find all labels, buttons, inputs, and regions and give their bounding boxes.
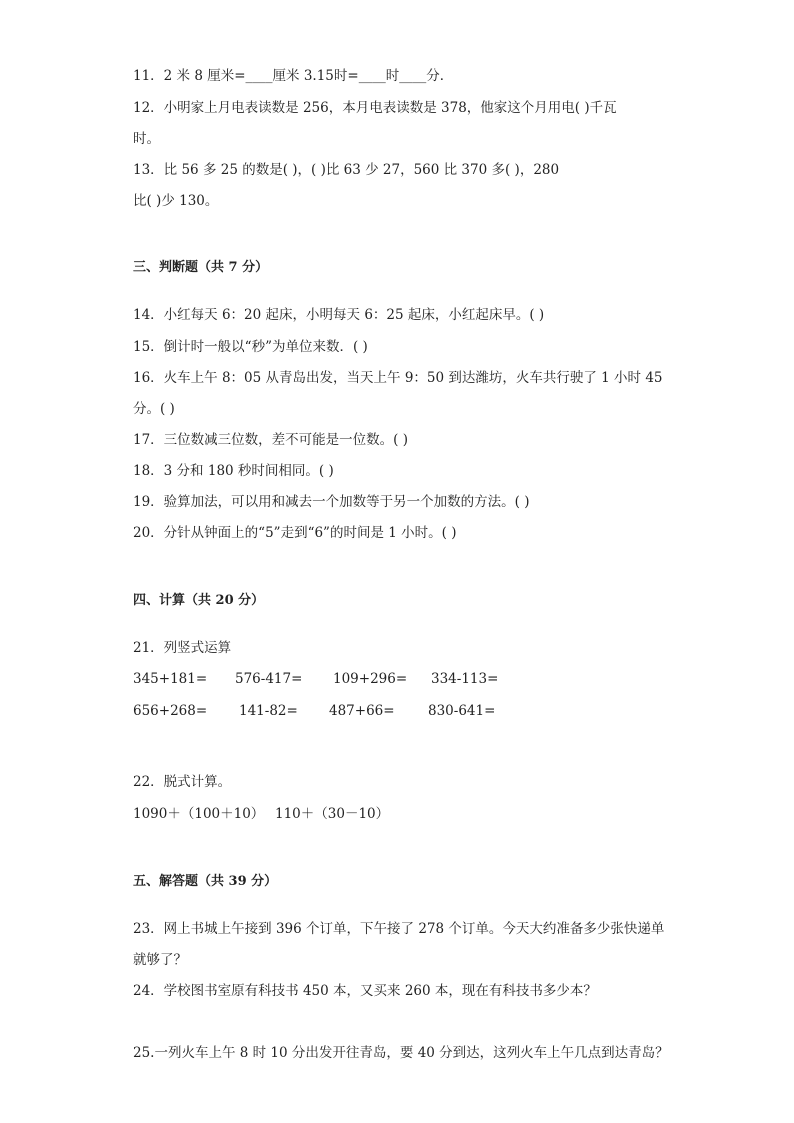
- calc-item: 110＋（30－10）: [275, 806, 390, 822]
- question-25: 25.一列火车上午 8 时 10 分出发开往青岛，要 40 分到达，这列火车上午几点到达青岛？: [133, 1045, 669, 1061]
- question-13-line1: 13．比 56 多 25 的数是( )，( )比 63 少 27，560 比 370 多( )，280: [133, 162, 560, 178]
- question-21: 21．列竖式运算: [133, 640, 232, 656]
- calc-item: 141-82=: [239, 703, 298, 719]
- question-16-line1: 16．火车上午 8：05 从青岛出发，当天上午 9：50 到达潍坊，火车共行驶了 1 小时 45: [133, 370, 663, 386]
- question-18: 18．3 分和 180 秒时间相同。( ): [133, 463, 334, 479]
- question-19: 19．验算加法，可以用和减去一个加数等于另一个加数的方法。( ): [133, 494, 530, 510]
- question-16-line2: 分。( ): [133, 401, 175, 417]
- section-3-heading: 三、判断题（共 7 分）: [133, 260, 269, 275]
- calc-item: 345+181=: [133, 671, 208, 687]
- calc-item: 334-113=: [431, 671, 499, 687]
- question-23-line1: 23．网上书城上午接到 396 个订单，下午接了 278 个订单。今天大约准备多少张快递单: [133, 921, 665, 937]
- section-5-heading: 五、解答题（共 39 分）: [133, 874, 278, 889]
- calc-item: 109+296=: [333, 671, 408, 687]
- question-12-line1: 12．小明家上月电表读数是 256，本月电表读数是 378，他家这个月用电( )千瓦: [133, 100, 617, 116]
- question-15: 15．倒计时一般以“秒”为单位来数．( ): [133, 339, 368, 355]
- section-4-heading: 四、计算（共 20 分）: [133, 593, 265, 608]
- question-11: 11．2 米 8 厘米=____厘米 3.15时=____时____分．: [133, 68, 454, 84]
- question-24: 24．学校图书室原有科技书 450 本，又买来 260 本，现在有科技书多少本？: [133, 983, 597, 999]
- question-20: 20．分针从钟面上的“5”走到“6”的时间是 1 小时。( ): [133, 525, 457, 541]
- question-14: 14．小红每天 6：20 起床，小明每天 6：25 起床，小红起床早。( ): [133, 307, 545, 323]
- question-23-line2: 就够了？: [133, 952, 187, 968]
- question-13-line2: 比( )少 130。: [133, 193, 219, 209]
- question-12-line2: 时。: [133, 131, 160, 147]
- calc-item: 1090＋（100＋10）: [133, 806, 265, 822]
- calc-item: 487+66=: [329, 703, 395, 719]
- question-22: 22．脱式计算。: [133, 774, 232, 790]
- calc-item: 830-641=: [428, 703, 496, 719]
- calc-item: 656+268=: [133, 703, 208, 719]
- calc-item: 576-417=: [235, 671, 303, 687]
- question-17: 17．三位数减三位数，差不可能是一位数。( ): [133, 432, 409, 448]
